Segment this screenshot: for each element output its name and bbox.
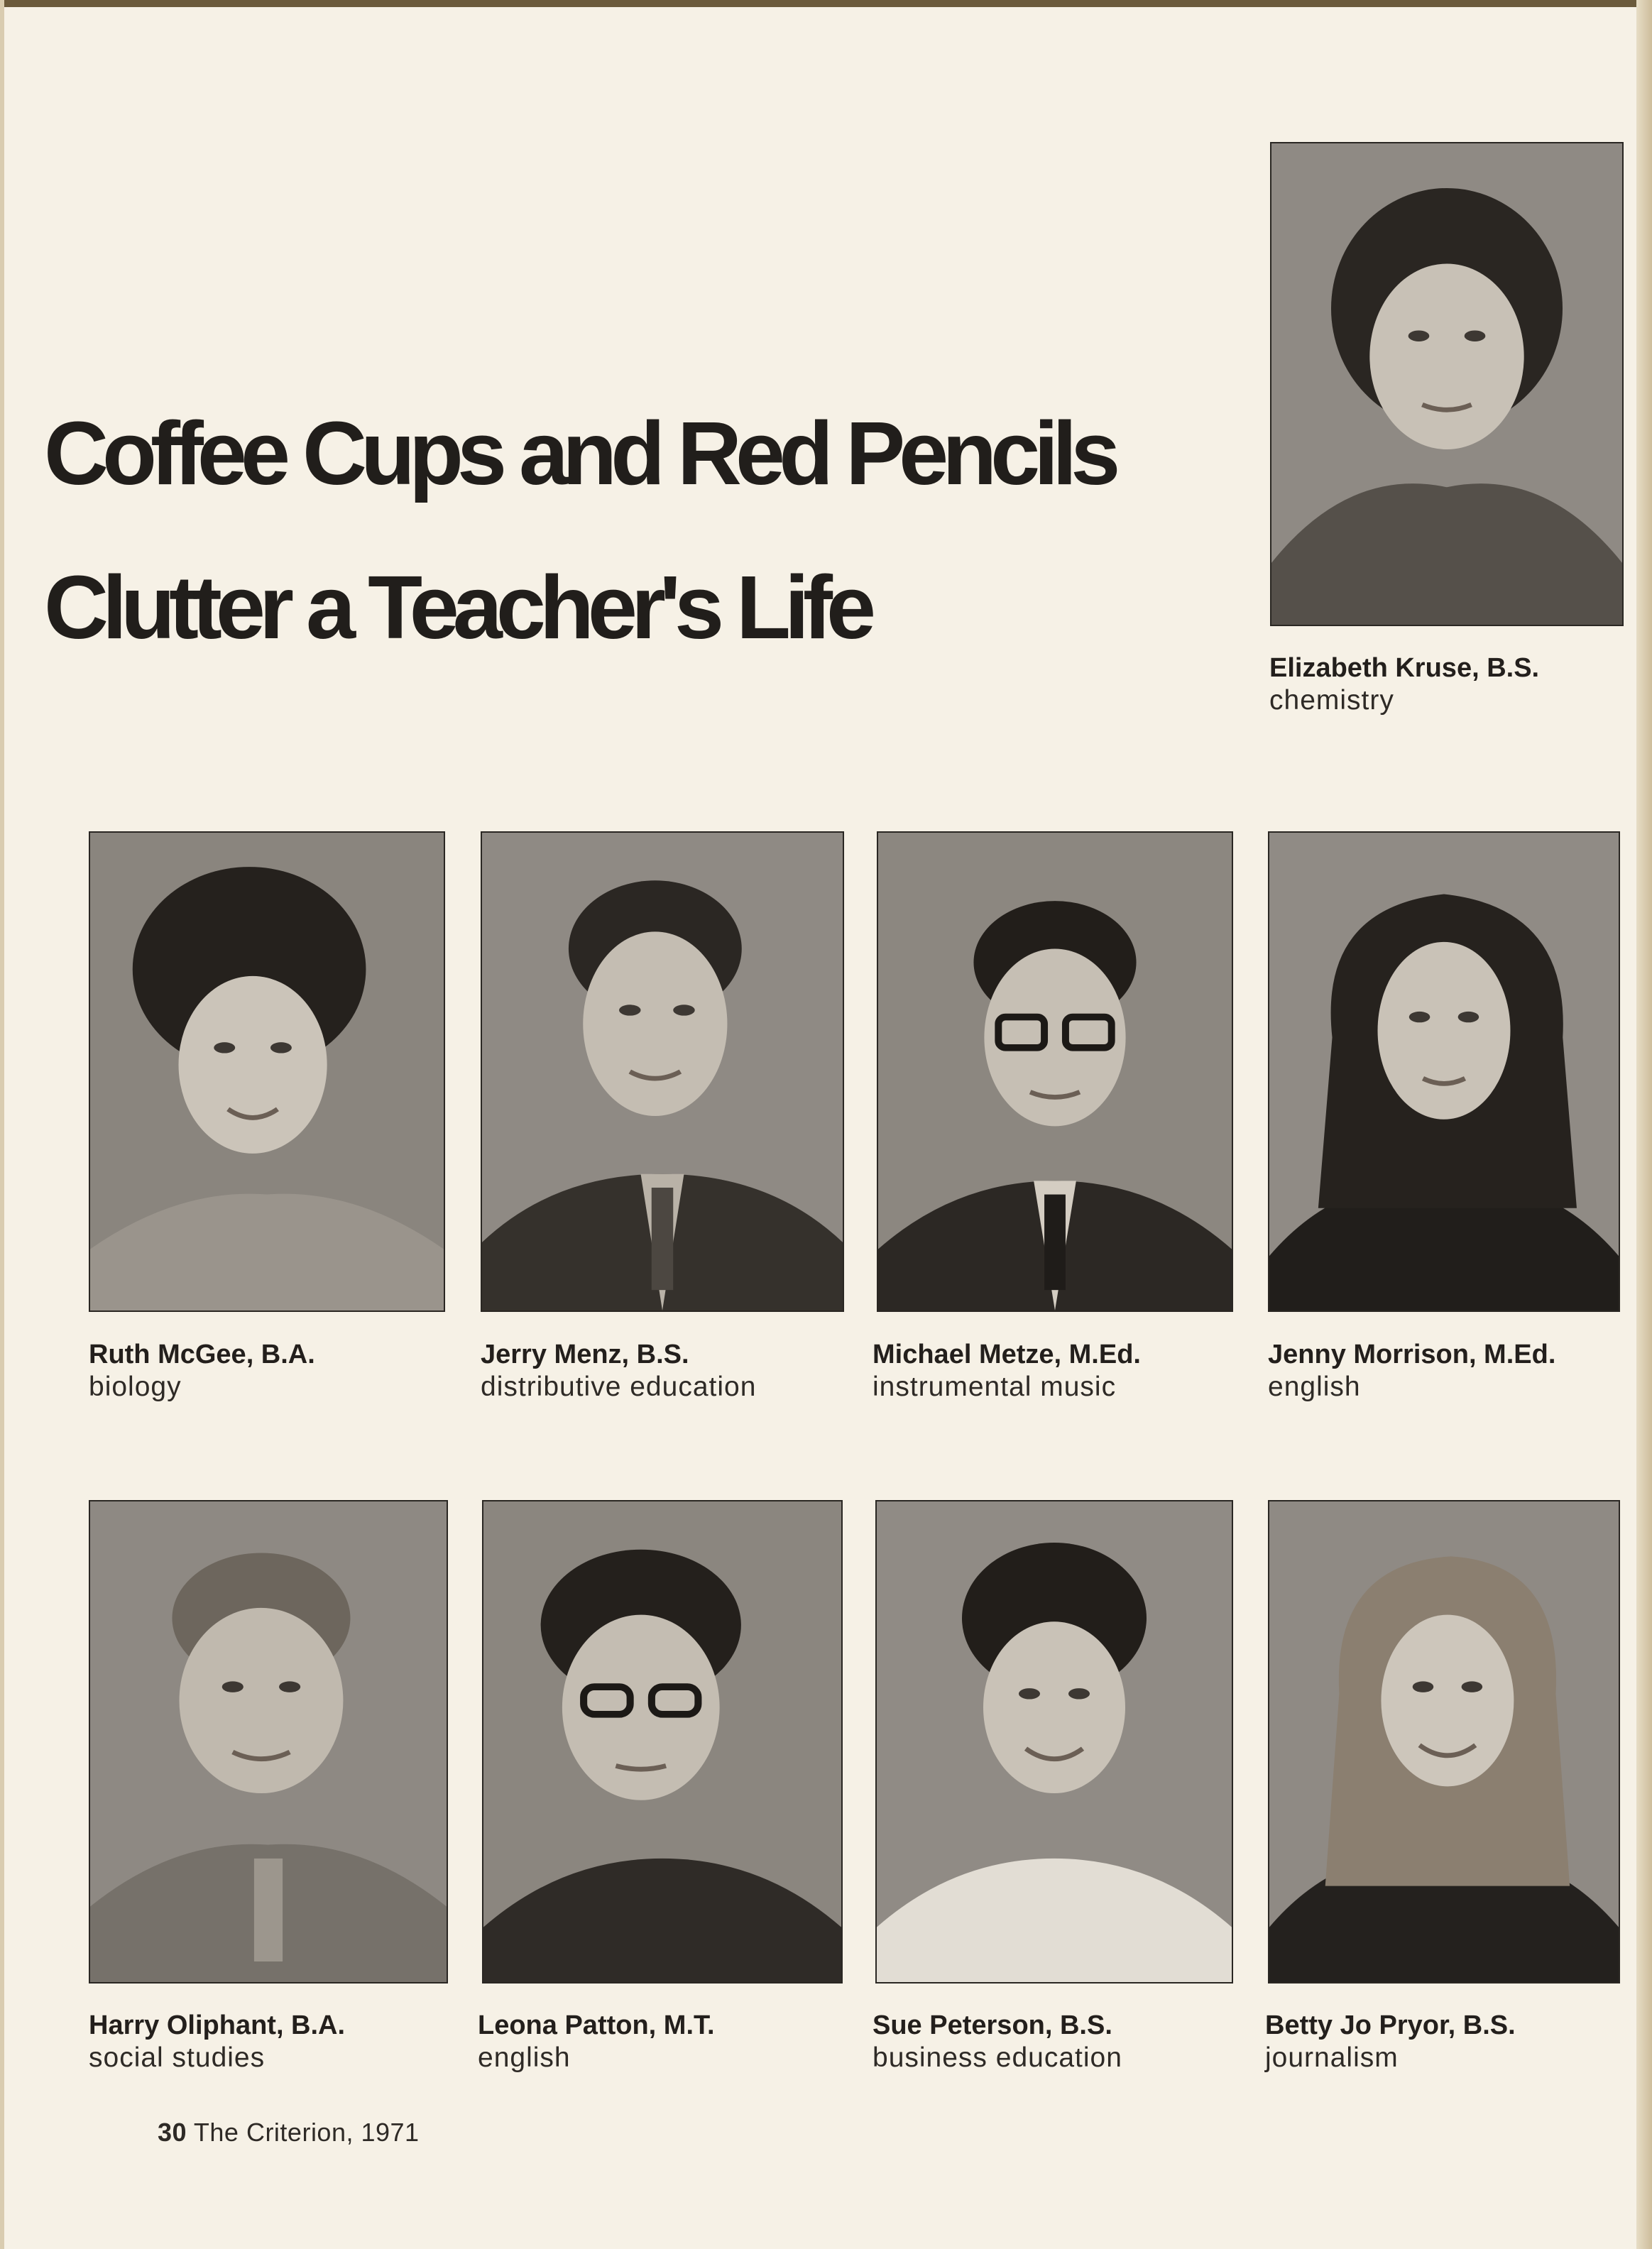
teacher-subject: chemistry	[1269, 685, 1394, 716]
teacher-subject: journalism	[1265, 2042, 1399, 2073]
caption-elizabeth-kruse	[1269, 652, 1603, 717]
page-number: 30	[158, 2118, 187, 2147]
portrait-michael-metze	[877, 831, 1233, 1312]
page-footer	[158, 2118, 420, 2147]
caption-jenny-morrison	[1268, 1338, 1602, 1403]
portrait-betty-jo-pryor	[1268, 1500, 1620, 1983]
caption-harry-oliphant	[89, 2009, 422, 2074]
caption-leona-patton	[478, 2009, 811, 2074]
teacher-name: Harry Oliphant, B.A.	[89, 2010, 346, 2040]
portrait-jenny-morrison	[1268, 831, 1620, 1312]
page-headline	[44, 376, 1251, 684]
teacher-subject: business education	[873, 2042, 1122, 2073]
teacher-subject: social studies	[89, 2042, 266, 2073]
publication-name: The Criterion, 1971	[193, 2118, 420, 2147]
teacher-name: Michael Metze, M.Ed.	[873, 1340, 1141, 1369]
caption-jerry-menz	[481, 1338, 814, 1403]
teacher-name: Jerry Menz, B.S.	[481, 1340, 689, 1369]
portrait-elizabeth-kruse	[1270, 142, 1624, 626]
portrait-harry-oliphant	[89, 1500, 448, 1983]
portrait-ruth-mcgee	[89, 831, 445, 1312]
headline-line-2: Clutter a Teacher's Life	[44, 557, 870, 657]
teacher-name: Leona Patton, M.T.	[478, 2010, 715, 2040]
portrait-jerry-menz	[481, 831, 844, 1312]
portrait-sue-peterson	[875, 1500, 1233, 1983]
page-binding-edge	[1636, 0, 1652, 2249]
teacher-name: Betty Jo Pryor, B.S.	[1265, 2010, 1516, 2040]
page-left-edge	[0, 0, 4, 2249]
teacher-subject: english	[1268, 1372, 1361, 1402]
caption-betty-jo-pryor	[1265, 2009, 1599, 2074]
teacher-name: Ruth McGee, B.A.	[89, 1340, 315, 1369]
teacher-name: Jenny Morrison, M.Ed.	[1268, 1340, 1556, 1369]
headline-line-1: Coffee Cups and Red Pencils	[44, 403, 1115, 503]
caption-sue-peterson	[873, 2009, 1206, 2074]
teacher-subject: instrumental music	[873, 1372, 1117, 1402]
caption-ruth-mcgee	[89, 1338, 422, 1403]
teacher-name: Sue Peterson, B.S.	[873, 2010, 1112, 2040]
page-top-edge	[0, 0, 1652, 7]
teacher-subject: distributive education	[481, 1372, 757, 1402]
caption-michael-metze	[873, 1338, 1206, 1403]
teacher-subject: english	[478, 2042, 571, 2073]
portrait-leona-patton	[482, 1500, 843, 1983]
teacher-subject: biology	[89, 1372, 182, 1402]
teacher-name: Elizabeth Kruse, B.S.	[1269, 653, 1540, 683]
